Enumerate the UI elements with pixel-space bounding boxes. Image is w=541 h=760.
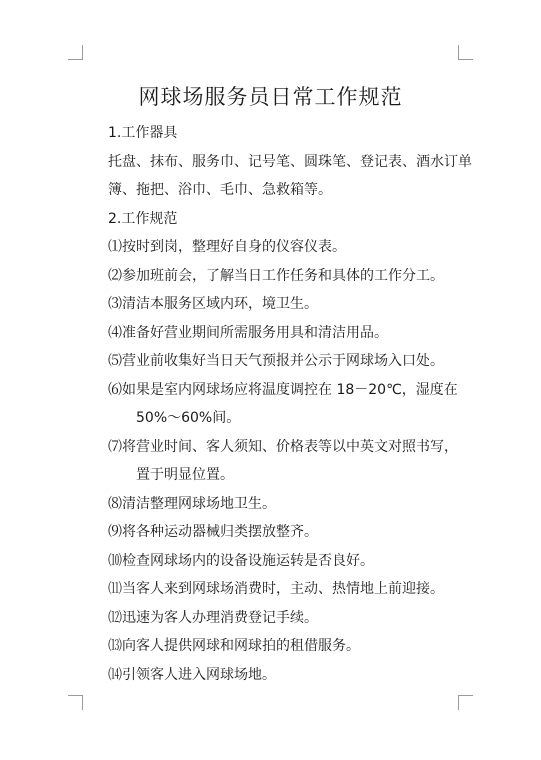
margin-mark-bottom-left [68, 695, 83, 710]
margin-mark-top-right [458, 45, 473, 60]
list-item: ⑿迅速为客人办理消费登记手续。 [108, 609, 318, 626]
list-item: ⑴按时到岗，整理好自身的仪容仪表。 [108, 239, 346, 255]
body-line: 簿、拖把、浴巾、毛巾、急救箱等。 [108, 182, 332, 198]
list-item: ⑺将营业时间、客人须知、价格表等以中英文对照书写， [108, 438, 458, 455]
document-title: 网球场服务员日常工作规范 [138, 85, 403, 109]
document-body [108, 119, 472, 689]
list-item: ⑼将各种运动器械归类摆放整齐。 [108, 524, 318, 540]
list-item-continuation: 50%～60%间。 [136, 410, 241, 426]
body-line: 托盘、抹布、服务巾、记号笔、圆珠笔、登记表、酒水订单 [108, 153, 472, 170]
list-item: ⑾当客人来到网球场消费时，主动、热情地上前迎接。 [108, 581, 444, 597]
margin-mark-bottom-right [458, 695, 473, 710]
list-item: ⑻清洁整理网球场地卫生。 [108, 495, 276, 512]
list-item: ⒀向客人提供网球和网球拍的租借服务。 [108, 638, 360, 654]
list-item: ⒁引领客人进入网球场地。 [108, 666, 276, 683]
margin-mark-top-left [68, 45, 83, 60]
list-item: ⑽检查网球场内的设备设施运转是否良好。 [108, 552, 374, 569]
list-item: ⑶清洁本服务区域内环，境卫生。 [108, 296, 318, 312]
list-item: ⑷准备好营业期间所需服务用具和清洁用品。 [108, 324, 388, 341]
section-heading: 2.工作规范 [108, 210, 178, 227]
list-item: ⑵参加班前会，了解当日工作任务和具体的工作分工。 [108, 267, 444, 284]
section-heading: 1.工作器具 [108, 125, 178, 141]
list-item: ⑹如果是室内网球场应将温度调控在 18－20℃，湿度在 [108, 381, 458, 398]
list-item-continuation: 置于明显位置。 [136, 467, 234, 483]
list-item: ⑸营业前收集好当日天气预报并公示于网球场入口处。 [108, 353, 444, 369]
